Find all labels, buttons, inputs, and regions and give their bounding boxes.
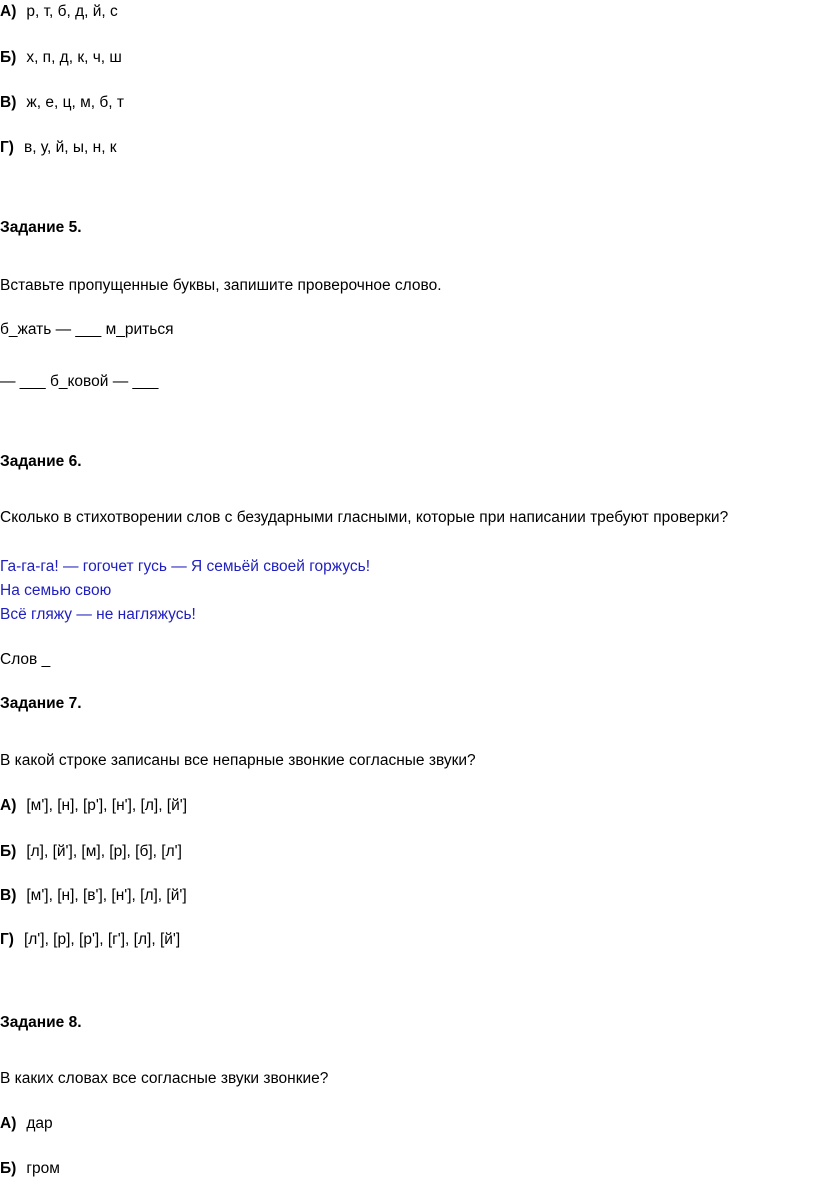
option-letter: В) <box>0 887 17 904</box>
option-text: [м'], [н], [в'], [н'], [л], [й'] <box>26 887 187 904</box>
poem-line-3: Всё гляжу — не нагляжусь! <box>0 606 196 623</box>
option-letter: Б) <box>0 49 17 66</box>
task7-option-v <box>0 886 187 906</box>
task5-question: Вставьте пропущенные буквы, запишите проверочное слово. <box>0 277 442 294</box>
option-text: [л], [й'], [м], [р], [б], [л'] <box>26 843 182 860</box>
option-letter: Б) <box>0 843 17 860</box>
option-text: р, т, б, д, й, с <box>26 3 118 20</box>
task7-heading: Задание 7. <box>0 695 82 712</box>
option-letter: А) <box>0 797 17 814</box>
option-text: [л'], [р], [р'], [г'], [л], [й'] <box>23 931 181 948</box>
option-letter: А) <box>0 3 17 20</box>
task7-option-g <box>0 930 180 950</box>
task6-question: Сколько в стихотворении слов с безударными гласными, которые при написании требуют проверки? <box>0 509 729 526</box>
task8-question: В каких словах все согласные звуки звонкие? <box>0 1070 329 1087</box>
task7-option-a <box>0 796 187 816</box>
task8-option-a <box>0 1114 53 1134</box>
task4-option-g <box>0 138 117 158</box>
option-text: гром <box>26 1160 60 1177</box>
option-letter: Б) <box>0 1160 17 1177</box>
option-letter: А) <box>0 1115 17 1132</box>
task7-option-b <box>0 842 182 862</box>
task8-option-b <box>0 1159 60 1179</box>
option-text: в, у, й, ы, н, к <box>23 139 117 156</box>
task4-option-v <box>0 93 124 113</box>
task4-option-b <box>0 48 122 68</box>
poem-line-2: На семью свою <box>0 582 112 599</box>
task8-heading: Задание 8. <box>0 1014 82 1031</box>
task6-answer: Слов _ <box>0 651 51 668</box>
task5-heading: Задание 5. <box>0 219 82 236</box>
task7-question: В какой строке записаны все непарные звонкие согласные звуки? <box>0 752 476 769</box>
task5-line1: б_жать — ___ м_риться <box>0 321 174 338</box>
option-text: [м'], [н], [р'], [н'], [л], [й'] <box>26 797 188 814</box>
option-letter: Г) <box>0 931 14 948</box>
task4-option-a <box>0 2 118 22</box>
option-letter: Г) <box>0 139 14 156</box>
option-letter: В) <box>0 94 17 111</box>
poem-line-1: Га-га-га! — гогочет гусь — Я семьёй своей горжусь! <box>0 558 371 575</box>
option-text: ж, е, ц, м, б, т <box>26 94 124 111</box>
option-text: х, п, д, к, ч, ш <box>26 49 122 66</box>
option-text: дар <box>26 1115 53 1132</box>
task5-line2: — ___ б_ковой — ___ <box>0 373 159 390</box>
task6-heading: Задание 6. <box>0 453 82 470</box>
